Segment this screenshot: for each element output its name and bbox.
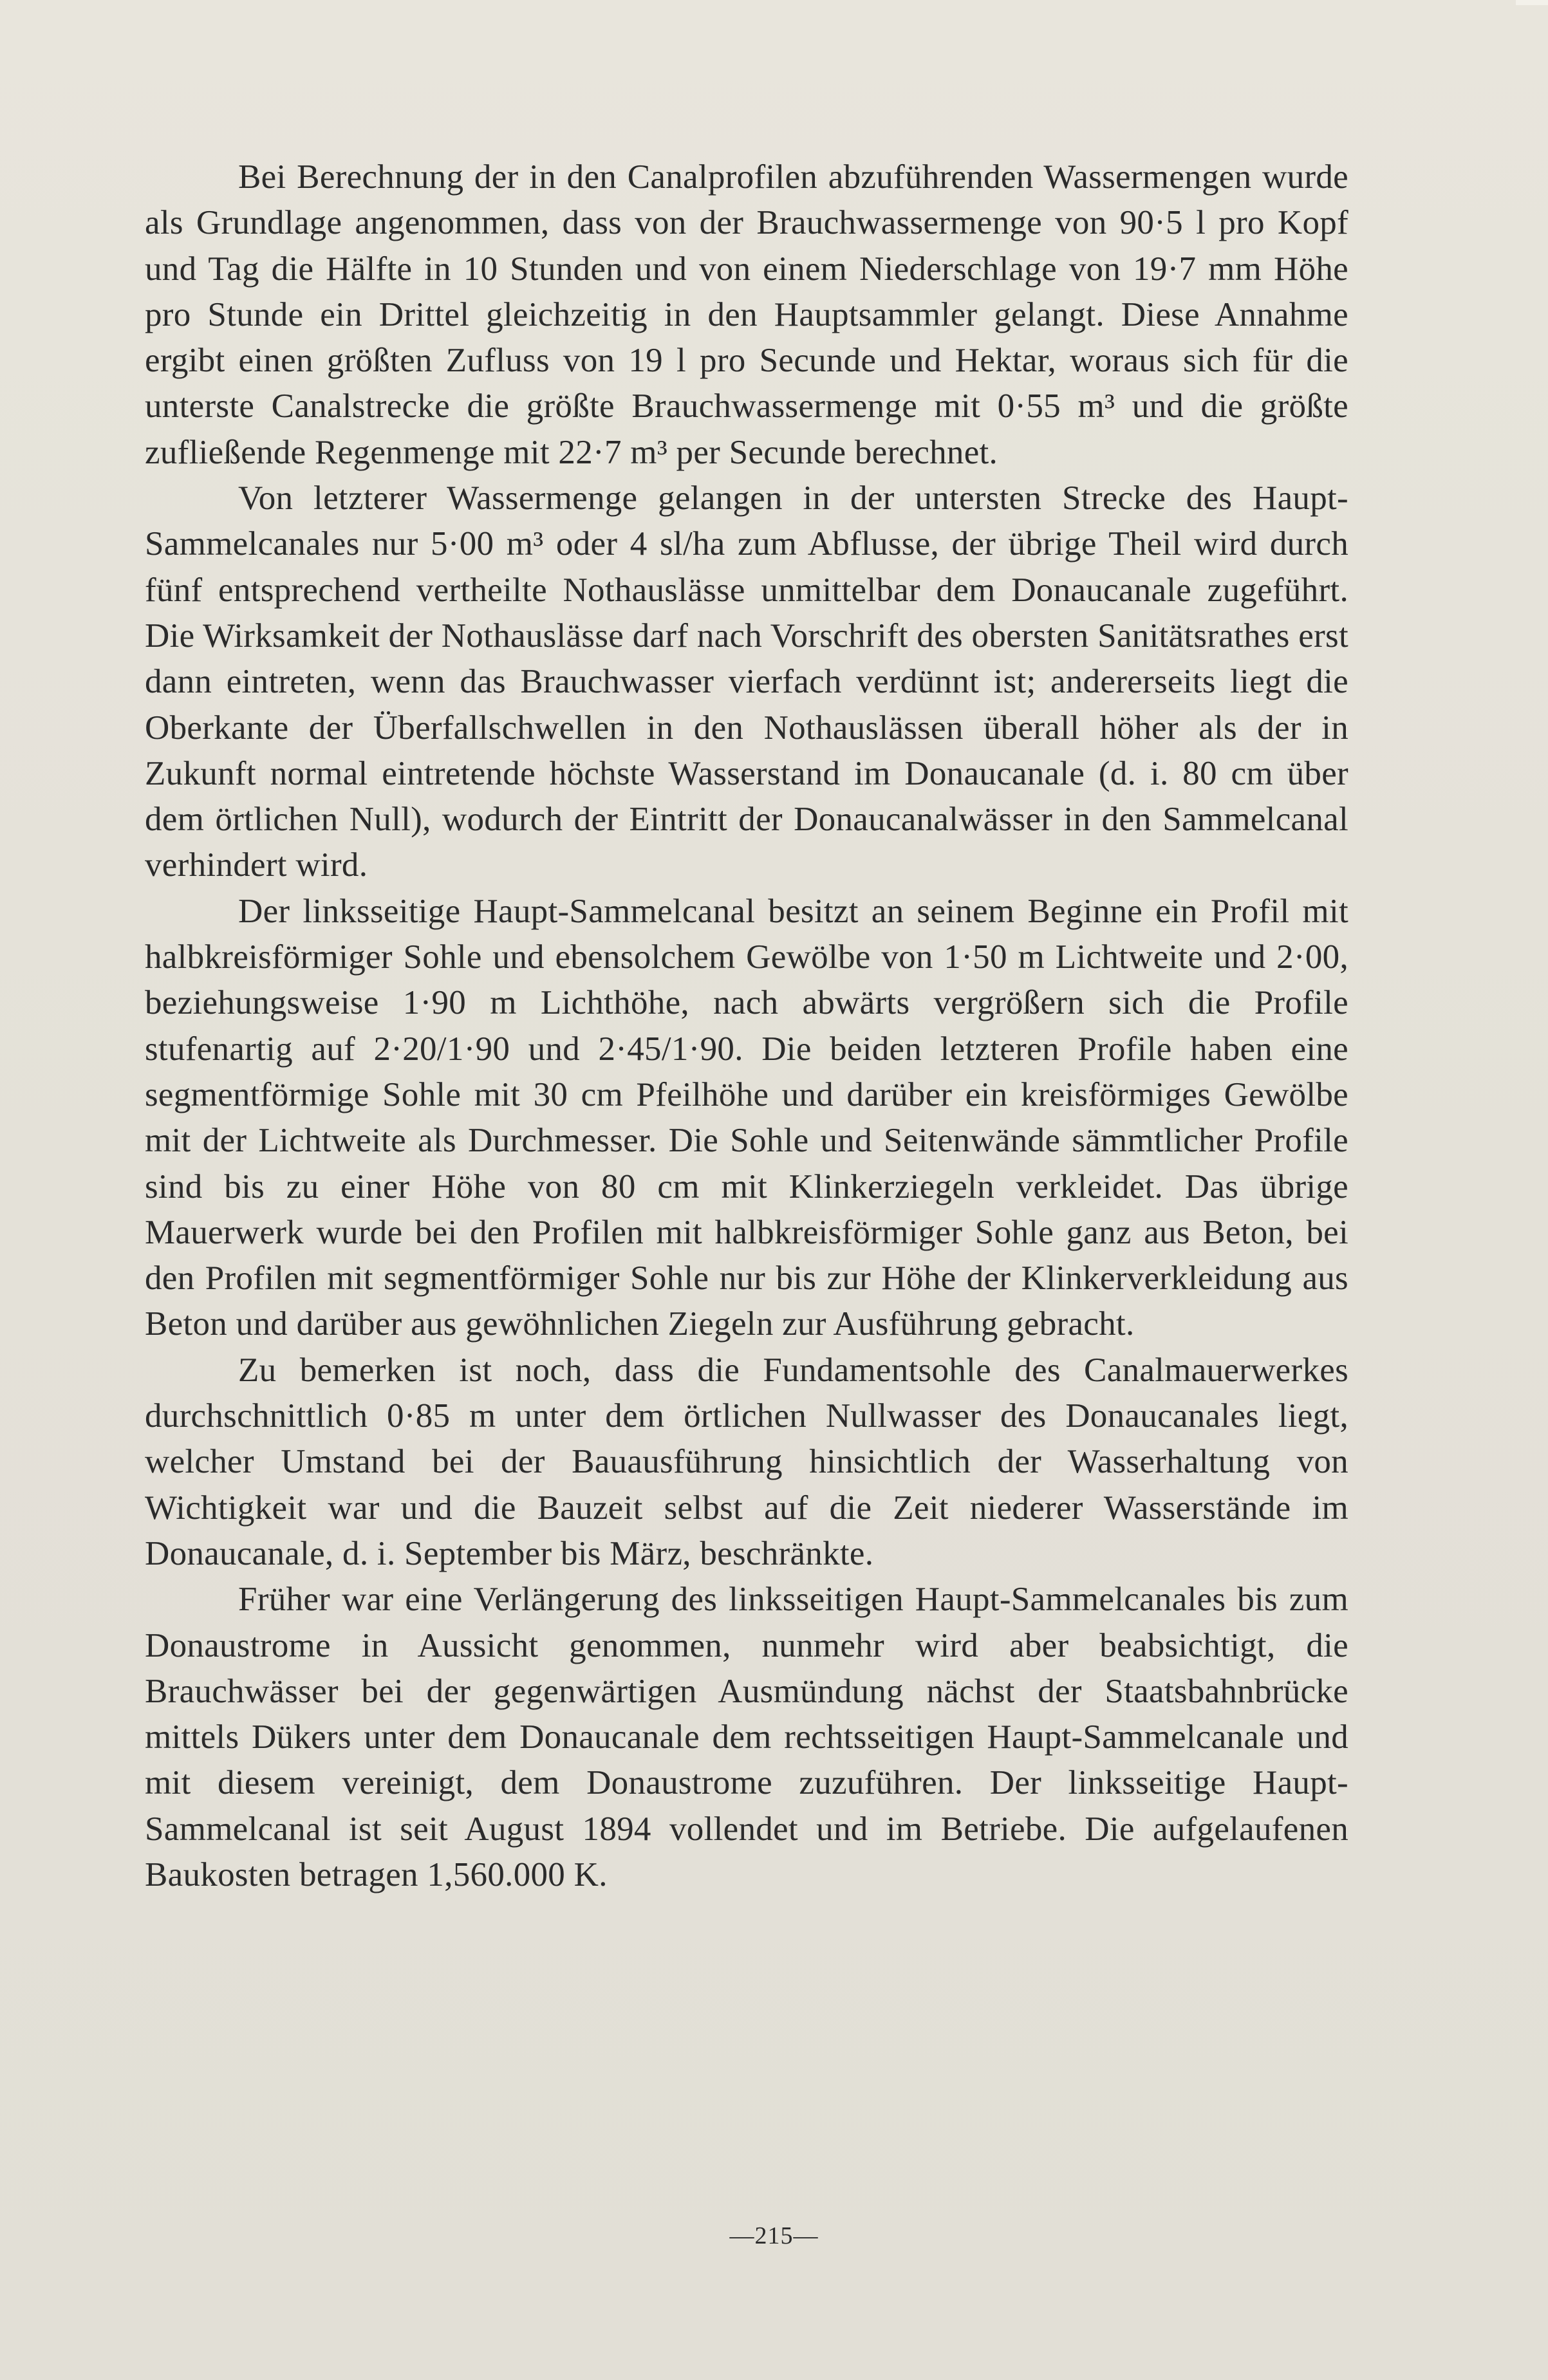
paragraph-5: Früher war eine Verlängerung des linksseitigen Haupt-Sammelcanales bis zum Donaustrome in Aussicht genommen, nunmehr wird aber beabsichtigt, die Brauchwässer bei der gegenwärtigen Ausmündung nächst der Staatsbahnbrücke mittels Dükers unter dem Donaucanale dem rechtsseitigen Haupt-Sammelcanale und mit diesem vereinigt, dem Donaustrome zuzuführen. Der linksseitige Haupt-Sammelcanal ist seit August 1894 vollendet und im Betriebe. Die aufgelaufenen Baukosten betragen 1,560.000 K. [145,1581,1348,1893]
page-number: —215— [729,2222,819,2249]
paragraph-2: Von letzterer Wassermenge gelangen in der untersten Strecke des Haupt-Sammelcanales nur 5·00 m³ oder 4 sl/ha zum Abflusse, der übrige Theil wird durch fünf entsprechend vertheilte Nothauslässe unmittelbar dem Donaucanale zugeführt. Die Wirksamkeit der Nothauslässe darf nach Vorschrift des obersten Sanitätsrathes erst dann eintreten, wenn das Brauchwasser vierfach verdünnt ist; andererseits liegt die Oberkante der Überfallschwellen in den Nothauslässen überall höher als der in Zukunft normal eintretende höchste Wasserstand im Donaucanale (d. i. 80 cm über dem örtlichen Null), wodurch der Eintritt der Donaucanalwässer in den Sammelcanal verhindert wird. [145,479,1348,884]
paragraph-3: Der linksseitige Haupt-Sammelcanal besitzt an seinem Beginne ein Profil mit halbkreisförmiger Sohle und ebensolchem Gewölbe von 1·50 m Lichtweite und 2·00, beziehungsweise 1·90 m Lichthöhe, nach abwärts vergrößern sich die Profile stufenartig auf 2·20/1·90 und 2·45/1·90. Die beiden letzteren Profile haben eine segmentförmige Sohle mit 30 cm Pfeilhöhe und darüber ein kreisförmiges Gewölbe mit der Lichtweite als Durchmesser. Die Sohle und Seitenwände sämmtlicher Profile sind bis zu einer Höhe von 80 cm mit Klinkerziegeln verkleidet. Das übrige Mauerwerk wurde bei den Profilen mit halbkreisförmiger Sohle ganz aus Beton, bei den Profilen mit segmentförmiger Sohle nur bis zur Höhe der Klinkerverkleidung aus Beton und darüber aus gewöhnlichen Ziegeln zur Ausführung gebracht. [145,892,1348,1343]
paragraph-1: Bei Berechnung der in den Canalprofilen abzuführenden Wassermengen wurde als Grundlage angenommen, dass von der Brauchwassermenge von 90·5 l pro Kopf und Tag die Hälfte in 10 Stunden und von einem Niederschlage von 19·7 mm Höhe pro Stunde ein Drittel gleichzeitig in den Hauptsammler gelangt. Diese Annahme ergibt einen größten Zufluss von 19 l pro Secunde und Hektar, woraus sich für die unterste Canalstrecke die größte Brauchwassermenge mit 0·55 m³ und die größte zufließende Regenmenge mit 22·7 m³ per Secunde berechnet. [145,158,1348,471]
page-corner-mark [1516,0,1548,5]
body-text [145,154,1348,1898]
paragraph-4: Zu bemerken ist noch, dass die Fundamentsohle des Canalmauerwerkes durchschnittlich 0·85 m unter dem örtlichen Nullwasser des Donaucanales liegt, welcher Umstand bei der Bauausführung hinsichtlich der Wasserhaltung von Wichtigkeit war und die Bauzeit selbst auf die Zeit niederer Wasserstände im Donaucanale, d. i. September bis März, beschränkte. [145,1351,1348,1572]
